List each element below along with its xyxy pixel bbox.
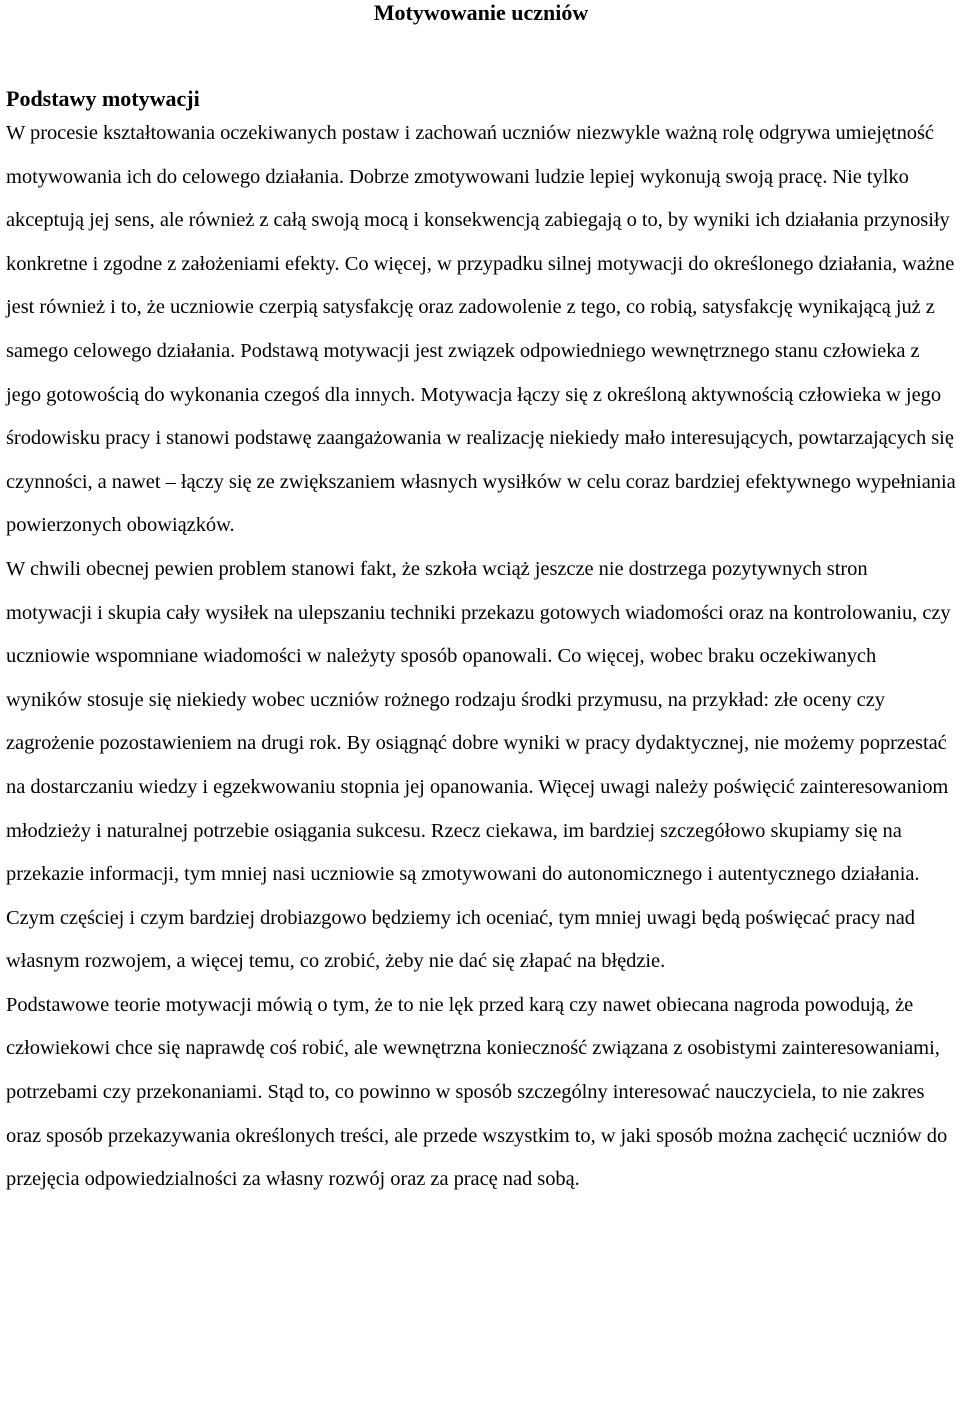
document-title: Motywowanie uczniów: [373, 0, 589, 25]
paragraph-3: Podstawowe teorie motywacji mówią o tym, że to nie lęk przed karą czy nawet obiecana nagroda powodują, że człowiekowi chce się naprawdę coś robić, ale wewnętrzna konieczność związana z osobistymi zainteresowaniami, potrzebami czy przekonaniami. Stąd to, co powinno w sposób szczególny interesować nauczyciela, to nie zakres oraz sposób przekazywania określonych treści, ale przede wszystkim to, w jaki sposób można zachęcić uczniów do przejęcia odpowiedzialności za własny rozwój oraz za pracę nad sobą.: [6, 993, 948, 1191]
document-page: [6, 0, 956, 1202]
paragraph-1: W procesie kształtowania oczekiwanych postaw i zachowań uczniów niezwykle ważną rolę odgrywa umiejętność motywowania ich do celowego działania. Dobrze zmotywowani ludzie lepiej wykonują swoją pracę. Nie tylko akceptują jej sens, ale również z całą swoją mocą i konsekwencją zabiegają o to, by wyniki ich działania przynosiły konkretne i zgodne z założeniami efekty. Co więcej, w przypadku silnej motywacji do określonego działania, ważne jest również i to, że uczniowie czerpią satysfakcję oraz zadowolenie z tego, co robią, satysfakcję wynikającą już z samego celowego działania. Podstawą motywacji jest związek odpowiedniego wewnętrznego stanu człowieka z jego gotowością do wykonania czegoś dla innych. Motywacja łączy się z określoną aktywnością człowieka w jego środowisku pracy i stanowi podstawę zaangażowania w realizację niekiedy mało interesujących, powtarzających się czynności, a nawet – łączy się ze zwiększaniem własnych wysiłków w celu coraz bardziej efektywnego wypełniania powierzonych obowiązków.: [6, 122, 956, 537]
section-heading: Podstawy motywacji: [6, 86, 200, 111]
paragraph-2: W chwili obecnej pewien problem stanowi fakt, że szkoła wciąż jeszcze nie dostrzega pozytywnych stron motywacji i skupia cały wysiłek na ulepszaniu techniki przekazu gotowych wiadomości oraz na kontrolowaniu, czy uczniowie wspomniane wiadomości w należyty sposób opanowali. Co więcej, wobec braku oczekiwanych wyników stosuje się niekiedy wobec uczniów rożnego rodzaju środki przymusu, na przykład: złe oceny czy zagrożenie pozostawieniem na drugi rok. By osiągnąć dobre wyniki w pracy dydaktycznej, nie możemy poprzestać na dostarczaniu wiedzy i egzekwowaniu stopnia jej opanowania. Więcej uwagi należy poświęcić zainteresowaniom młodzieży i naturalnej potrzebie osiągania sukcesu. Rzecz ciekawa, im bardziej szczegółowo skupiamy się na przekazie informacji, tym mniej nasi uczniowie są zmotywowani do autonomicznego i autentycznego działania. Czym częściej i czym bardziej drobiazgowo będziemy ich oceniać, tym mniej uwagi będą poświęcać pracy nad własnym rozwojem, a więcej temu, co zrobić, żeby nie dać się złapać na błędzie.: [6, 557, 951, 973]
